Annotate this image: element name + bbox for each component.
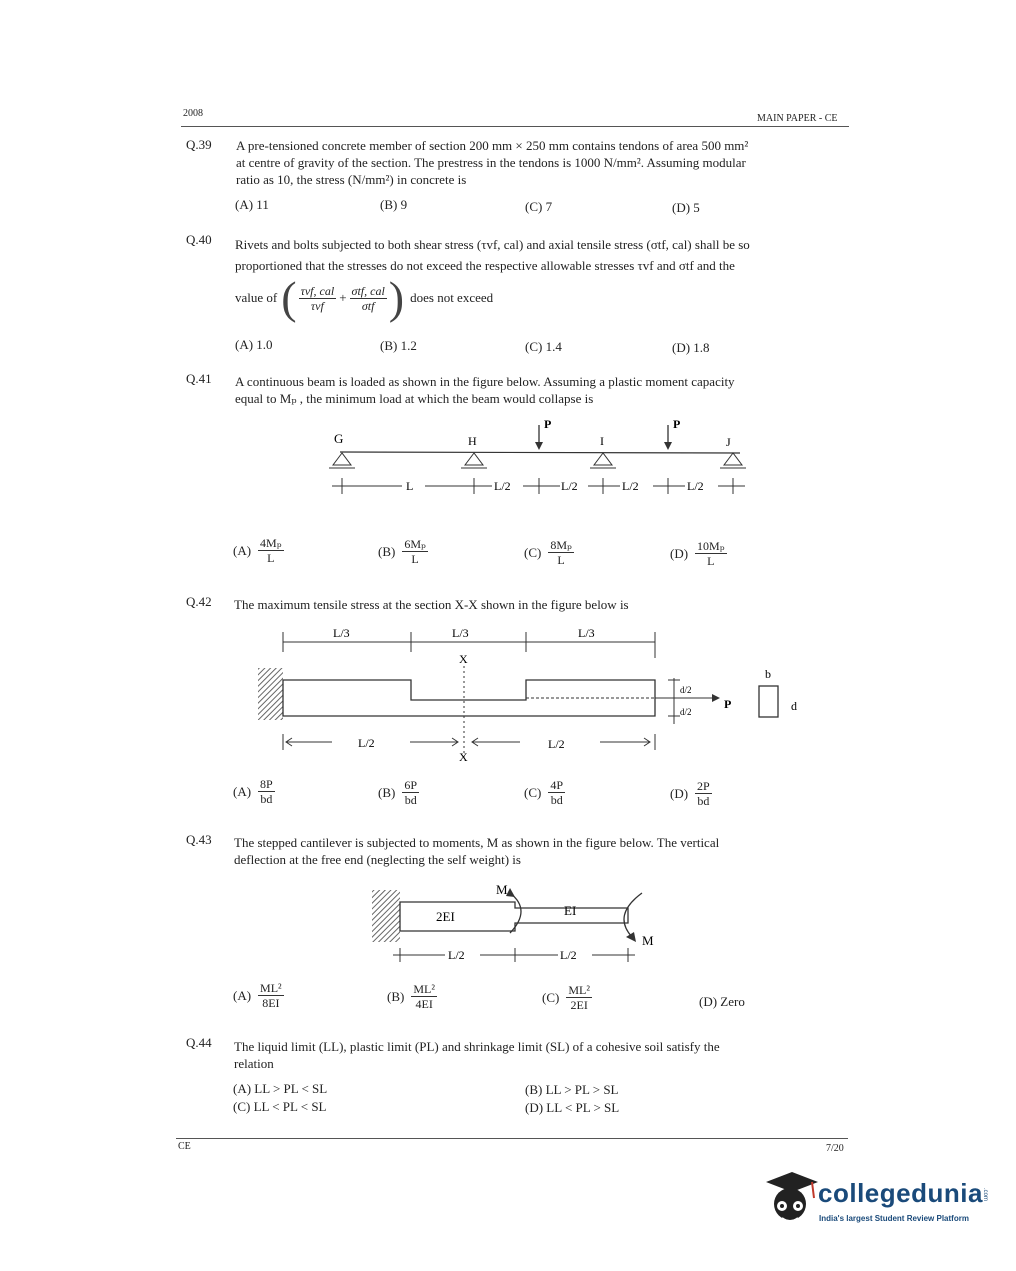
q43-option-c-frac [566, 983, 592, 1012]
q40-right-paren: ) [388, 272, 405, 323]
q41-dimension-line [332, 478, 745, 494]
q43-text [234, 834, 844, 868]
q41-number: Q.41 [186, 371, 212, 386]
q43-label-m-end: M [642, 933, 654, 948]
q41-option-c-label: (C) [524, 544, 542, 560]
q42-cross-section [759, 686, 778, 717]
q44-line1: The liquid limit (LL), plastic limit (PL) and shrinkage limit (SL) of a cohesive soil satisfy the [234, 1039, 720, 1054]
q41-label-i: I [600, 434, 604, 448]
q42-option-b-den: bd [404, 793, 417, 807]
q42-option-c [524, 778, 565, 807]
q41-option-b-frac [402, 537, 427, 566]
q41-beam [340, 452, 740, 453]
q39-line3: ratio as 10, the stress (N/mm²) in concrete is [236, 172, 467, 187]
q41-option-c-den: L [557, 553, 565, 567]
q41-option-b-label: (B) [378, 543, 396, 559]
q42-option-c-den: bd [550, 793, 563, 807]
q42-dim-l3-3: L/3 [578, 626, 595, 640]
q41-dim-l2-3: L/2 [622, 479, 639, 493]
q40-plus: + [339, 290, 347, 305]
q41-support-i [590, 453, 616, 468]
q41-option-a [233, 536, 284, 565]
q42-dim-d2-top: d/2 [680, 685, 692, 695]
q42-text: The maximum tensile stress at the section X-X shown in the figure below is [234, 597, 629, 612]
q40-value-of: value of [235, 290, 278, 305]
footer-left: CE [178, 1141, 191, 1152]
q43-option-d: (D) Zero [699, 994, 745, 1009]
q41-load-p2-label: P [673, 417, 681, 431]
q39-text [236, 137, 846, 188]
q42-option-b-label: (B) [378, 784, 396, 800]
q42-section-x-bottom: X [459, 750, 468, 764]
q42-option-a-den: bd [260, 792, 273, 806]
q42-option-a-num: 8P [260, 777, 273, 791]
q43-option-a-frac [258, 981, 284, 1010]
q43-option-c-label: (C) [542, 989, 560, 1005]
q44-option-b: (B) LL > PL > SL [525, 1082, 619, 1097]
q42-load-p: P [724, 697, 732, 711]
q42-section-x-top: X [459, 652, 468, 666]
q42-dim-l3-2: L/3 [452, 626, 469, 640]
q41-dim-l: L [406, 479, 414, 493]
q42-option-c-num: 4P [550, 778, 564, 792]
q43-number: Q.43 [186, 832, 212, 847]
q43-label-2ei: 2EI [436, 909, 455, 924]
q43-line1: The stepped cantilever is subjected to moments, M as shown in the figure below. The vertical [234, 835, 720, 850]
q41-option-b-den: L [411, 552, 419, 566]
q43-beam [400, 902, 628, 931]
q40-number: Q.40 [186, 232, 212, 247]
q43-option-a-label: (A) [233, 987, 252, 1003]
q42-bottom-dimension [283, 734, 655, 750]
q41-option-c-frac [548, 538, 573, 567]
q41-label-g: G [334, 431, 344, 446]
q43-option-b-num: ML² [413, 982, 435, 996]
q41-option-d-frac [695, 539, 726, 568]
q41-option-d-label: (D) [670, 545, 689, 561]
q40-tau-fraction [299, 284, 337, 313]
logo-com: .com [982, 1188, 988, 1202]
q39-option-b: (B) 9 [380, 197, 408, 212]
q40-option-d: (D) 1.8 [672, 340, 710, 355]
footer-page: 7/20 [826, 1143, 844, 1154]
q41-line2: equal to Mₚ , the minimum load at which the beam would collapse is [235, 391, 594, 406]
q41-option-b [378, 537, 428, 566]
collegedunia-logo[interactable] [760, 1164, 990, 1234]
q41-option-a-num: 4Mₚ [260, 536, 282, 550]
q43-moment-end [624, 893, 642, 942]
q42-option-d [670, 779, 712, 808]
q44-number: Q.44 [186, 1035, 212, 1050]
q40-option-b: (B) 1.2 [380, 338, 417, 353]
q43-moment-mid [506, 888, 521, 933]
q42-label-d: d [791, 699, 797, 713]
q43-option-b-den: 4EI [415, 997, 433, 1011]
q40-left-paren: ( [281, 272, 297, 323]
q42-option-d-num: 2P [697, 779, 710, 793]
q42-option-d-frac [695, 779, 712, 808]
q44-option-d: (D) LL < PL > SL [525, 1100, 620, 1115]
q43-option-c [542, 983, 592, 1012]
q41-label-j: J [726, 435, 731, 449]
q43-option-c-den: 2EI [570, 998, 588, 1012]
q42-option-d-label: (D) [670, 785, 689, 801]
q41-dim-l2-2: L/2 [561, 479, 578, 493]
q41-support-j [720, 453, 746, 468]
q39-number: Q.39 [186, 137, 212, 152]
q41-dim-l2-1: L/2 [494, 479, 511, 493]
q41-option-a-frac [258, 536, 283, 565]
q39-option-a: (A) 11 [235, 197, 269, 212]
q40-sigma-den: σtf [361, 298, 375, 313]
q41-option-c [524, 538, 574, 567]
q43-dim-l2-2: L/2 [560, 948, 577, 962]
q42-dim-l3-1: L/3 [333, 626, 350, 640]
q42-dim-d2-bottom: d/2 [680, 707, 692, 717]
q43-option-c-num: ML² [568, 983, 590, 997]
q40-sigma-num: σtf, cal [351, 283, 385, 298]
q41-support-h [461, 453, 487, 468]
header-rule [181, 126, 849, 127]
q41-option-d-num: 10Mₚ [697, 539, 725, 553]
q42-option-a [233, 777, 275, 806]
q42-load-arrow [712, 694, 720, 702]
q43-option-b [387, 982, 437, 1011]
mascot-icon [760, 1168, 820, 1226]
q42-option-b [378, 778, 419, 807]
q39-option-c: (C) 7 [525, 199, 553, 214]
q41-option-d-den: L [707, 554, 715, 568]
q43-option-a [233, 981, 284, 1010]
q42-option-c-label: (C) [524, 784, 542, 800]
q41-option-a-den: L [267, 551, 275, 565]
q43-dim-l2-1: L/2 [448, 948, 465, 962]
q39-line2: at centre of gravity of the section. The prestress in the tendons is 1000 N/mm². Assuming modular [236, 155, 746, 170]
footer-rule [176, 1138, 848, 1139]
q42-dim-l2-left: L/2 [358, 736, 375, 750]
q42-option-a-label: (A) [233, 783, 252, 799]
q42-dim-l2-right: L/2 [548, 737, 565, 751]
q43-option-b-frac [411, 982, 437, 1011]
q39-option-d: (D) 5 [672, 200, 700, 215]
q43-option-a-den: 8EI [262, 996, 280, 1010]
q40-line2: proportioned that the stresses do not exceed the respective allowable stresses τvf and σtf and the [235, 258, 735, 273]
q40-formula [235, 272, 493, 324]
q41-load-p1 [535, 417, 551, 450]
q40-option-a: (A) 1.0 [235, 337, 273, 352]
q43-label-m-mid: M [496, 882, 508, 897]
q40-does-not-exceed: does not exceed [410, 290, 494, 305]
q41-option-c-num: 8Mₚ [550, 538, 572, 552]
logo-tagline: India's largest Student Review Platform [819, 1214, 969, 1223]
q42-bar-figure [250, 620, 810, 770]
logo-wordmark: collegedunia [818, 1178, 983, 1208]
q42-label-b: b [765, 667, 771, 681]
q44-text [234, 1038, 844, 1072]
q41-line1: A continuous beam is loaded as shown in the figure below. Assuming a plastic moment capacity [235, 374, 735, 389]
q43-cantilever-figure [360, 875, 680, 970]
q39-line1: A pre-tensioned concrete member of section 200 mm × 250 mm contains tendons of area 500 mm² [236, 138, 749, 153]
q41-label-h: H [468, 434, 477, 448]
q42-wall [258, 668, 283, 720]
q40-line1: Rivets and bolts subjected to both shear stress (τvf, cal) and axial tensile stress (σtf, cal) shall be so [235, 237, 750, 252]
q43-label-ei: EI [564, 903, 577, 918]
q41-option-b-num: 6Mₚ [404, 537, 426, 551]
q42-number: Q.42 [186, 594, 212, 609]
q42-option-a-frac [258, 777, 275, 806]
q40-option-c: (C) 1.4 [525, 339, 562, 354]
q41-beam-figure [320, 410, 760, 505]
q43-wall [372, 890, 400, 942]
q44-line2: relation [234, 1056, 274, 1071]
q41-support-g [329, 453, 355, 468]
q44-option-c: (C) LL < PL < SL [233, 1099, 327, 1114]
q42-option-d-den: bd [697, 794, 710, 808]
q43-option-a-num: ML² [260, 981, 282, 995]
q40-sigma-fraction [350, 284, 387, 313]
q42-bar [283, 680, 655, 716]
q41-dim-l2-4: L/2 [687, 479, 704, 493]
q42-option-b-frac [402, 778, 419, 807]
q41-load-p1-label: P [544, 417, 552, 431]
q43-option-b-label: (B) [387, 988, 405, 1004]
q41-option-a-label: (A) [233, 542, 252, 558]
q40-text [235, 234, 845, 276]
q42-option-b-num: 6P [404, 778, 418, 792]
q40-tau-num: τvf, cal [300, 283, 335, 298]
q41-option-d [670, 539, 727, 568]
q42-option-c-frac [548, 778, 565, 807]
q40-tau-den: τvf [310, 298, 324, 313]
q44-option-a: (A) LL > PL < SL [233, 1081, 328, 1096]
q41-text [235, 373, 845, 407]
header-paper: MAIN PAPER - CE [757, 113, 838, 124]
q41-load-p2 [664, 417, 680, 450]
q43-dimension-line [393, 948, 635, 962]
q43-line2: deflection at the free end (neglecting the self weight) is [234, 852, 521, 867]
header-year: 2008 [183, 108, 203, 119]
q42-depth-dimension [668, 678, 680, 724]
